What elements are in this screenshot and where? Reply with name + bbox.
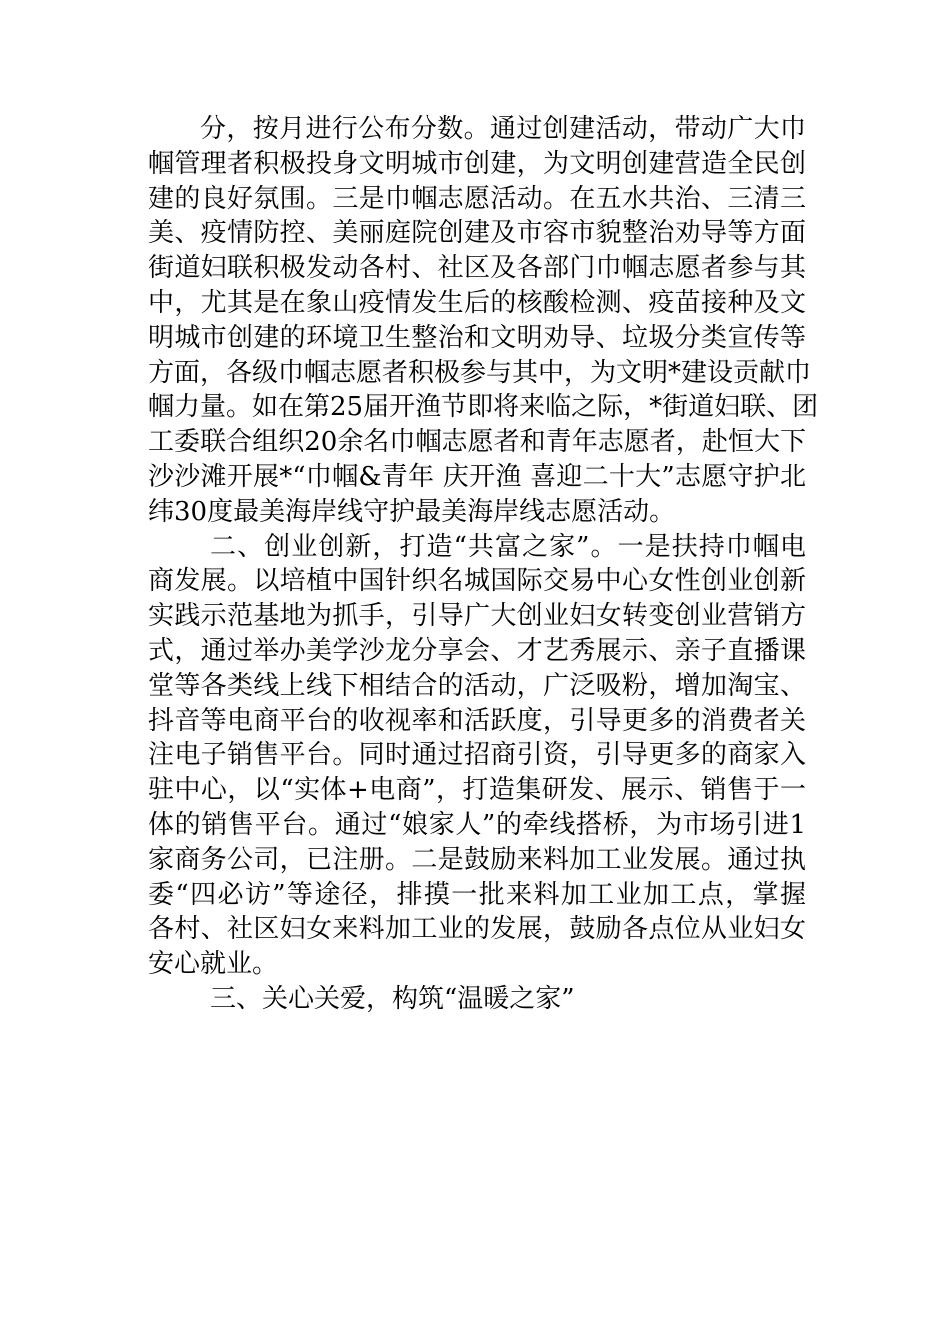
text-line: 明城市创建的环境卫生整治和文明劝导、垃圾分类宣传等	[148, 322, 806, 353]
text-line: 抖音等电商平台的收视率和活跃度，引导更多的消费者关	[148, 705, 806, 736]
text-line: 安心就业。	[148, 949, 279, 980]
text-line: 二、创业创新，打造“共富之家”。一是扶持巾帼电	[210, 531, 806, 562]
text-line: 驻中心，以“实体+电商”，打造集研发、展示、销售于一	[148, 775, 806, 806]
text-line: 工委联合组织20余名巾帼志愿者和青年志愿者，赴恒大下	[148, 427, 806, 458]
text-line: 堂等各类线上线下相结合的活动，广泛吸粉，增加淘宝、	[148, 670, 806, 701]
text-line: 美、疫情防控、美丽庭院创建及市容市貌整治劝导等方面	[148, 218, 806, 249]
text-line: 各村、社区妇女来料加工业的发展，鼓励各点位从业妇女	[148, 914, 806, 945]
text-line: 分，按月进行公布分数。通过创建活动，带动广大巾	[200, 114, 806, 144]
paragraph-p3	[148, 982, 806, 1017]
text-line: 家商务公司，已注册。二是鼓励来料加工业发展。通过执	[148, 844, 806, 875]
text-line: 沙沙滩开展*“巾帼&青年 庆开渔 喜迎二十大”志愿守护北	[148, 461, 806, 492]
paragraph-p2	[148, 530, 806, 982]
text-line: 街道妇联积极发动各村、社区及各部门巾帼志愿者参与其	[148, 253, 806, 284]
text-line: 方面，各级巾帼志愿者积极参与其中，为文明*建设贡献巾	[148, 357, 812, 388]
text-line: 注电子销售平台。同时通过招商引资，引导更多的商家入	[148, 740, 806, 771]
text-line: 实践示范基地为抓手，引导广大创业妇女转变创业营销方	[148, 601, 806, 632]
text-line: 委“四必访”等途径，排摸一批来料加工业加工点，掌握	[148, 879, 806, 910]
paragraph-p1	[148, 112, 819, 530]
text-line: 商发展。以培植中国针织名城国际交易中心女性创业创新	[148, 566, 806, 597]
text-line: 帼管理者积极投身文明城市创建，为文明创建营造全民创	[148, 148, 806, 179]
text-line: 建的良好氛围。三是巾帼志愿活动。在五水共治、三清三	[148, 183, 806, 214]
document-body	[148, 112, 819, 1017]
text-line: 纬30度最美海岸线守护最美海岸线志愿活动。	[148, 496, 676, 527]
text-line: 中，尤其是在象山疫情发生后的核酸检测、疫苗接种及文	[148, 287, 806, 318]
text-line: 帼力量。如在第25届开渔节即将来临之际，*街道妇联、团	[148, 392, 819, 423]
text-line: 三、关心关爱，构筑“温暖之家”	[210, 983, 575, 1014]
text-line: 体的销售平台。通过“娘家人”的牵线搭桥，为市场引进1	[148, 809, 806, 840]
text-line: 式，通过举办美学沙龙分享会、才艺秀展示、亲子直播课	[148, 635, 806, 666]
